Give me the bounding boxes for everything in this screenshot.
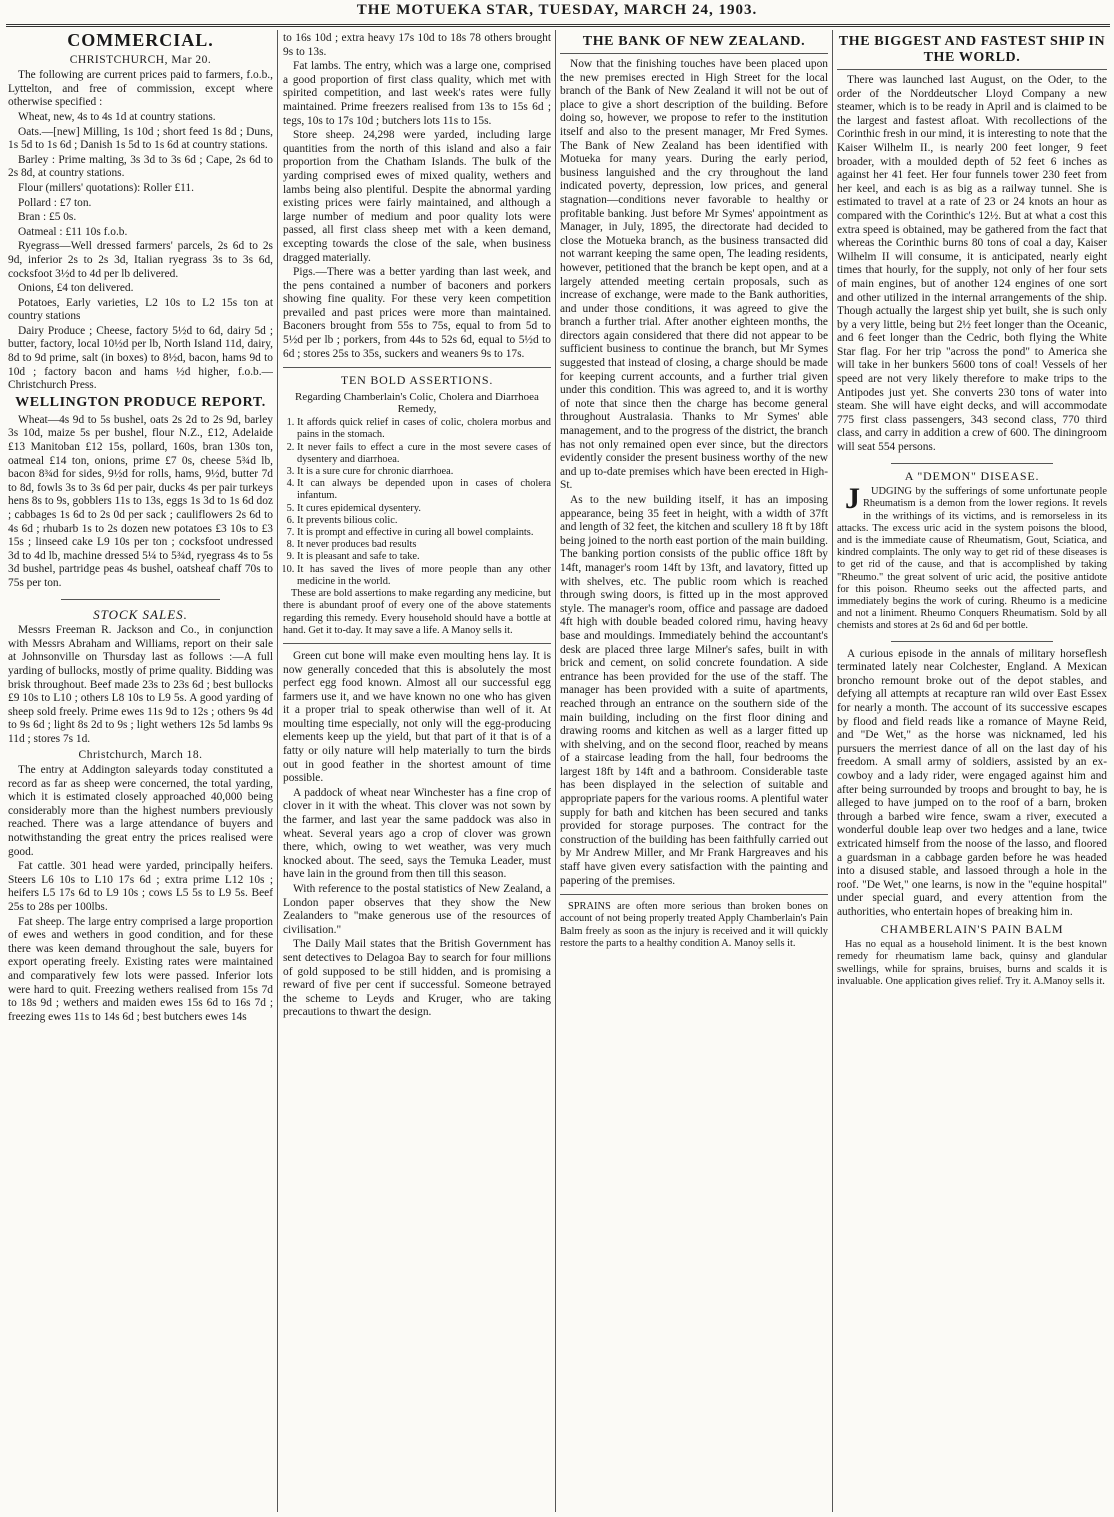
list-item: 4. It can always be depended upon in cases of cholera infantum. [297, 478, 551, 502]
list-item: 1. It affords quick relief in cases of colic, cholera morbus and pains in the stomach. [297, 417, 551, 441]
paragraph: A curious episode in the annals of military horseflesh terminated lately near Colchester, England. A Mexican broncho remount broke out of the depot stables, and defying all attempts at recapture ran wild over East Essex for nearly a month. The account of its successive escapes by flood and field reads like a romance of Mayne Reid, and "De Wet," as the horse was nicknamed, led his pursuers the merriest dance of all on the last day of his freedom. A small army of soldiers, assisted by an ex-cowboy and a lady rider, were engaged against him and after being surrounded by troops and brought to bay, he is alleged to have jumped on to the roof of a barn, broken through a barbed wire fence, swam a river, executed a wonderful double leap over two hedges and a lane, twice extricated himself from the noose of the lasso, and floored a guardsman in a cabbage garden before he was headed into a disused stable, and lassoed through a hole in the roof. "De Wet," one learns, is now in the "equine hospital" under special guard, and every attention from the authorities, who entertain hopes of breaking him in. [837, 647, 1107, 918]
pain-balm-ad [837, 939, 1107, 988]
divider [560, 894, 828, 895]
list-item: 2. It never fails to effect a cure in the most severe cases of dysentery and diarrhoea. [297, 442, 551, 466]
paragraph: These are bold assertions to make regarding any medicine, but there is abundant proof of every one of the above statements regarding this remedy. Every household should have a bottle at hand. Get it to-day. It may save a life. A Manoy sells it. [283, 588, 551, 636]
list-item: 8. It never produces bad results [297, 539, 551, 551]
paragraph: to 16s 10d ; extra heavy 17s 10d to 18s 78 others brought 9s to 13s. [283, 32, 551, 58]
divider [837, 69, 1107, 70]
paragraph: Now that the finishing touches have been placed upon the new premises erected in High Street for the local branch of the Bank of New Zealand it will not be out of place to give a short description of the building. Before doing so, however, we propose to refer to the institution itself and also to the present manager, Mr Fred Symes. The Bank of New Zealand has been identified with Motueka for many years. During the early period, business languished and the cry throughout the land indicated poverty, depression, low prices, and general stagnation—conditions never favorable to healthy or profitable banking. Just before Mr Symes' appointment as Manager, in July, 1895, the directorate had decided to close the Motueka branch, as the business transacted did not warrant keeping the same open, The leading residents, however, petitioned that the branch be kept open, and at a largely attended meeting certain proposals, such as increase of exchange, were made to the Bank authorities, and under those conditions, it was agreed to give the branch a further trial. After another eighteen months, the directors again considered that there did not appear to be sufficient business to continue the branch, but Mr Symes suggested that instead of closing, a charge should be made for keeping current accounts, and a further trial given under this condition. This was agreed to, and it is worthy of note that since then the charge has become general throughout Australasia. Thanks to Mr Symes' able management, and to the progress of the district, the branch has not only remained open ever since, but the directors evidently consider the present business worthy of the new and up to-date premises which have been erected in High-St. [560, 58, 828, 492]
column-rule [832, 30, 833, 1512]
divider [283, 643, 551, 644]
assertion-list [283, 417, 551, 588]
dateline: CHRISTCHURCH, Mar 20. [69, 53, 212, 66]
paragraph: Oatmeal : £11 10s f.o.b. [18, 225, 128, 238]
paragraph: SPRAINS are often more serious than broken bones on account of not being properly treated Apply Chamberlain's Pain Balm freely as soon as the injury is received and it will quickly restore the parts to a healthy condition A. Manoy sells it. [560, 901, 828, 949]
paragraph: A paddock of wheat near Winchester has a fine crop of clover in it with the wheat. This clover was not sown by the farmer, and last year the same paddock was also in wheat. Several years ago a crop of clover was grown there, which, owing to wet weather, was very much knocked about. The seed, says the Temuka Leader, must have lain in the ground from then till this season. [283, 786, 551, 881]
paragraph: Fat lambs. The entry, which was a large one, comprised a good proportion of first class quality, which met with spirited competition, and last week's rates were fully maintained. Prime freezers realised from 13s to 15s 6d ; tegs, 10s to 17s 10d ; butchers lots 11s to 15s. [283, 60, 551, 127]
paragraph: As to the new building itself, it has an imposing appearance, being 35 feet in height, with a width of 37ft and length of 32 feet, the kitchen and scullery 18 ft by 18ft being joined to the north east portion of the main building. The banking portion consists of the public office 18ft by 14ft, manager's room 14ft by 13ft, and lavatory, fitted up with shelves, etc. The public room which is reached through swing doors, is fitted up in the most approved style. The manager's room, office and passage are dadoed 4ft high with double beaded colored rimu, having heavy base and mouldings. Immediately behind the accountant's desk are placed three large Milner's safes, built in with brick and cement, on solid concrete foundation. A side entrance has been provided for the use of the staff. The manager has been provided with a suite of apartments, reached through an entrance on the southern side of the main building, including on the first floor dining and drawing rooms and kitchen as well as a larger fitted up with shelving, and on the second floor, reached by means of a staircase leading from the hall, four bedrooms the largest 18ft by 14ft and a bathroom. Considerable taste has been displayed in the selection of suitable and appropriate papers for the various rooms. A plentiful water supply for bath and kitchen has been secured and tanks provided for storage purposes. The contract for the construction of the building has been faithfully carried out by Mr Andrew Miller, and Mr Frank Hargreaves and his staff have given every satisfaction with the painting and papering of the premises. [560, 494, 828, 887]
paragraph: The entry at Addington saleyards today constituted a record as far as sheep were concerned, the total yarding, which it is estimated closely approached 40,000 being considerably more than the highest numbers previously reached. There was a large attendance of buyers and notwithstanding the great entry the prices realised were good. [8, 764, 273, 858]
balm-title: CHAMBERLAIN'S PAIN BALM [880, 921, 1064, 936]
divider [891, 463, 1053, 464]
demon-title: A "DEMON" DISEASE. [904, 468, 1040, 483]
paragraph: Bran : £5 0s. [18, 211, 77, 224]
drop-cap: J [845, 482, 860, 516]
paragraph: Dairy Produce ; Cheese, factory 5½d to 6d, dairy 5d ; butter, factory, local 10½d per lb, North Island 11d, dairy, 8d to 9d prime, salt (in boxes) to 8½d, bacon, hams 9d to 10d ; factory bacon and hams ½d higher, f.o.b.—Christchurch Press. [8, 324, 273, 392]
divider [61, 599, 220, 600]
demon-text: UDGING by the sufferings of some unfortunate people Rheumatism is a demon from the lower regions. It revels in the writhings of its victims, and is remorseless in its attacks. The excess uric acid in the system poisons the blood, and is the immediate cause of Rheumatism, Gout, Sciatica, and kindred complaints. The only way to get rid of these diseases is to get rid of the cause, and that is accomplished by taking "Rheumo." the great solvent of uric acid, the positive antidote for this poison. Rheumo seeks out the affected parts, and immediately begins the work of curing. Rheumo is a medicine and not a liniment. Rheumo Conquers Rheumatism. Sold by all chemists and stores at 2s 6d and 6d per bottle. [837, 486, 1107, 632]
column-rule [277, 30, 278, 1512]
paragraph: Barley : Prime malting, 3s 3d to 3s 6d ; Cape, 2s 6d to 2s 8d, at country stations. [8, 153, 273, 180]
paragraph: With reference to the postal statistics of New Zealand, a London paper observes that they show the New Zealanders to "make generous use of the resources of civilisation." [283, 883, 551, 936]
dateline: Christchurch, March 18. [78, 748, 203, 761]
wellington-report: Wheat—4s 9d to 5s bushel, oats 2s 2d to 2s 9d, barley 3s 10d, maize 5s per bushel, flour N.Z., £12, Adelaide £13 Manitoban £12 15s, pollard, 160s, bran 130s ton, oatmeal £14 ton, onions, prime £7 0s, cheese 5¾d lb, bacon 8¾d for sides, 9½d for rolls, hams, 9½d, butter 7d to 8d, fowls 3s to 3s 6d per pair, ducks 4s per pair turkeys hens 8s to 9s, gobblers 11s to 13s, eggs 1s 3d to 1s 6d doz ; cabbages 1s 6d to 2s 0d per sack ; cauliflowers 2s 6d to 4s 6d ; rhubarb 1s to 2s dozen new potatoes £3 10s to £3 15s ; linseed cake L9 10s per ton ; cocksfoot undressed 3d to 4d lb, machine dressed 5¼ to 5¾d, ryegrass 4s to 5s 3d bushel, partridge peas 4s bushel, oatsheaf chaff 70s to 75s per ton. [8, 413, 273, 589]
column-bank [560, 32, 828, 1512]
paragraph: There was launched last August, on the Oder, to the order of the Norddeutscher Lloyd Company a new steamer, which is to be ready in April and is claimed to be the largest and fastest afloat. With recollections of the Corinthic fresh in our mind, it is interesting to note that the Kaiser Wilhelm II., is nearly 200 feet longer, 9 feet broader, with a moulded depth of 52 feet 6 inches as against her 41 feet. Her four funnels tower 230 feet from her keel, and each is as big as a railway tunnel. She is estimated to travel at a rate of 23 or 24 knots an hour as compared with the Corinthic's 12½. But at what a cost this extra speed is obtained, may be gathered from the fact that whereas the Corinthic burns 80 tons of coal a day, Kaiser Wilhelm II will consume, it is anticipated, nearly eight times that hourly, for the supply, not only of her four sets of main engines, but of another 124 engines of one sort and other utilized in the internal arrangements of the ship. Though actually the largest ship yet built, she is such only by a very little, being but 2½ feet longer than the Oceanic, and 6 feet longer than the Cedric, both flying the White Star flag. For her trip "across the pond" to America she will take in her bunkers 5600 tons of coal! Vessels of her speed are not very likely therefore to make trips to the Antipodes just yet. She converts 230 tons of water into steam. She will have eight decks, and will accommodate 775 first class passengers, 343 second class, 770 third class, and carry in addition a crew of 600. The diningroom will seat 554 persons. [837, 74, 1107, 454]
column-commercial [8, 32, 273, 1512]
paragraph: Fat sheep. The large entry comprised a large proportion of ewes and wethers in good condition, and for these there was keen demand throughout the sale, buyers for export operating freely. Existing rates were maintained and comparatively few lots were passed. Inferior lots were hard to quit. Freezing wethers realised from 15s 7d to 18s 9d ; wethers and maiden ewes 15s 6d to 16s 7d ; freezing ewes 11s to 14s 6d ; best butchers ewes 14s [8, 915, 273, 1023]
list-item: 9. It is pleasant and safe to take. [297, 551, 551, 563]
list-item: 7. It is prompt and effective in curing all bowel complaints. [297, 527, 551, 539]
paragraph: The following are current prices paid to farmers, f.o.b., Lyttelton, and free of commission, except where otherwise specified : [8, 69, 273, 109]
list-item: 5. It cures epidemical dysentery. [297, 503, 551, 515]
column-stock-continued [283, 32, 551, 1512]
list-item: 6. It prevents bilious colic. [297, 515, 551, 527]
paragraph: Pollard : £7 ton. [18, 196, 92, 209]
commercial-title: COMMERCIAL. [67, 32, 214, 50]
paragraph: Potatoes, Early varieties, L2 10s to L2 15s ton at country stations [8, 296, 273, 323]
divider [283, 367, 551, 368]
ad-subtitle: Regarding Chamberlain's Colic, Cholera and Diarrhoea Remedy, [295, 390, 539, 416]
paragraph: Store sheep. 24,298 were yarded, including large quantities from the north of this island and also a fair proportion from the Chatham Islands. The bulk of the yarding comprised ewes of mixed quality, wethers and lambs being also plentiful. Despite the abnormal yarding existing prices were fairly maintained, and although a large number of medium and poor quality lots were passed, all first class sheep met with a keen demand, excepting towards the close of the sale, when business dragged materially. [283, 129, 551, 264]
demon-disease-ad [837, 482, 1107, 632]
bank-title: THE BANK OF NEW ZEALAND. [582, 34, 806, 49]
paragraph: Fat cattle. 301 head were yarded, principally heifers. Steers L6 10s to L10 17s 6d ; extra prime L12 10s ; heifers L5 17s 6d to L9 10s ; cows L5 5s to L9 5s. Beef 25s to 28s per 100lbs. [8, 860, 273, 914]
paragraph: Flour (millers' quotations): Roller £11. [18, 181, 194, 194]
commercial-prices [8, 69, 273, 393]
masthead-rule [6, 24, 1110, 27]
masthead: THE MOTUEKA STAR, TUESDAY, MARCH 24, 1903. [356, 2, 758, 18]
sprains-ad [560, 901, 828, 950]
ten-bold-assertions-ad [283, 391, 551, 637]
paragraph: Onions, £4 ton delivered. [18, 282, 134, 295]
list-item: 10. It has saved the lives of more people than any other medicine in the world. [297, 564, 551, 588]
divider [891, 641, 1053, 642]
ad-title: TEN BOLD ASSERTIONS. [340, 373, 494, 388]
wellington-title: WELLINGTON PRODUCE REPORT. [15, 394, 266, 410]
list-item: 3. It is a sure cure for chronic diarrhoea. [297, 466, 551, 478]
ship-title: THE BIGGEST AND FASTEST SHIP IN THE WORLD. [838, 34, 1106, 65]
divider [560, 53, 828, 54]
paragraph: Wheat, new, 4s to 4s 1d at country stations. [18, 110, 216, 123]
paragraph [837, 482, 1107, 632]
paragraph: Has no equal as a household liniment. It is the best known remedy for rheumatism lame back, quinsy and glandular swellings, while for sprains, bruises, burns and scalds it is invaluable. One application gives relief. Try it. A.Manoy sells it. [837, 939, 1107, 987]
stock-sales-title: STOCK SALES. [93, 606, 188, 622]
paragraph: Ryegrass—Well dressed farmers' parcels, 2s 6d to 2s 9d, inferior 2s to 2s 3d, Italian ryegrass 3s to 3s 6d, cocksfoot 3½d to 4d per lb delivered. [8, 240, 273, 280]
paragraph: Pigs.—There was a better yarding than last week, and the pens contained a number of baconers and porkers showing fine quality. For these very keen competition prevailed and past prices were more than maintained. Baconers brought from 55s to 75s, equal to from 5d to 5½d per lb ; porkers, from 44s to 52s 6d, equal to 5½d to 6d ; stores 25s to 35s, suckers and weaners 9s to 17s. [283, 266, 551, 360]
column-rule [555, 30, 556, 1512]
paragraph: Messrs Freeman R. Jackson and Co., in conjunction with Messrs Abraham and Williams, report on their sale at Johnsonville on Thursday last as follows :—A full yarding of bullocks, mostly of prime quality. Bidding was brisk throughout. Beef made 23s to 23s 6d ; best bullocks £9 10s to L10 ; others L8 10s to L9 5s. A good yarding of sheep sold freely. Prime ewes 11s 9d to 12s ; others 9s 4d to 9s 6d ; light 8s 2d to 9s ; light wethers 12s 5d lambs 9s 11d ; stores 7s 1d. [8, 624, 273, 745]
paragraph: Green cut bone will make even moulting hens lay. It is now generally conceded that this is absolutely the most perfect egg food known. Almost all our successful egg farmers use it, and we have known no one who has given it a proper trial to speak otherwise than well of it. At moulting time especially, not only will the egg-producing elements keep up the yield, but that part of it that is of a fatty or oily nature will help materially to turn the birds out in good feather in the shortest amount of time possible. [283, 649, 551, 785]
paragraph: The Daily Mail states that the British Government has sent detectives to Delagoa Bay to search for four millions of gold supposed to be still hidden, and is promising a reward of five per cent if successful. Someone betrayed the scheme to Leyds and Kruger, who are taking precautions to thwart the design. [283, 938, 551, 1019]
column-ship [837, 32, 1107, 1512]
paragraph: Oats.—[new] Milling, 1s 10d ; short feed 1s 8d ; Duns, 1s 5d to 1s 6d ; Danish 1s 5d to 1s 6d at country stations. [8, 125, 273, 152]
